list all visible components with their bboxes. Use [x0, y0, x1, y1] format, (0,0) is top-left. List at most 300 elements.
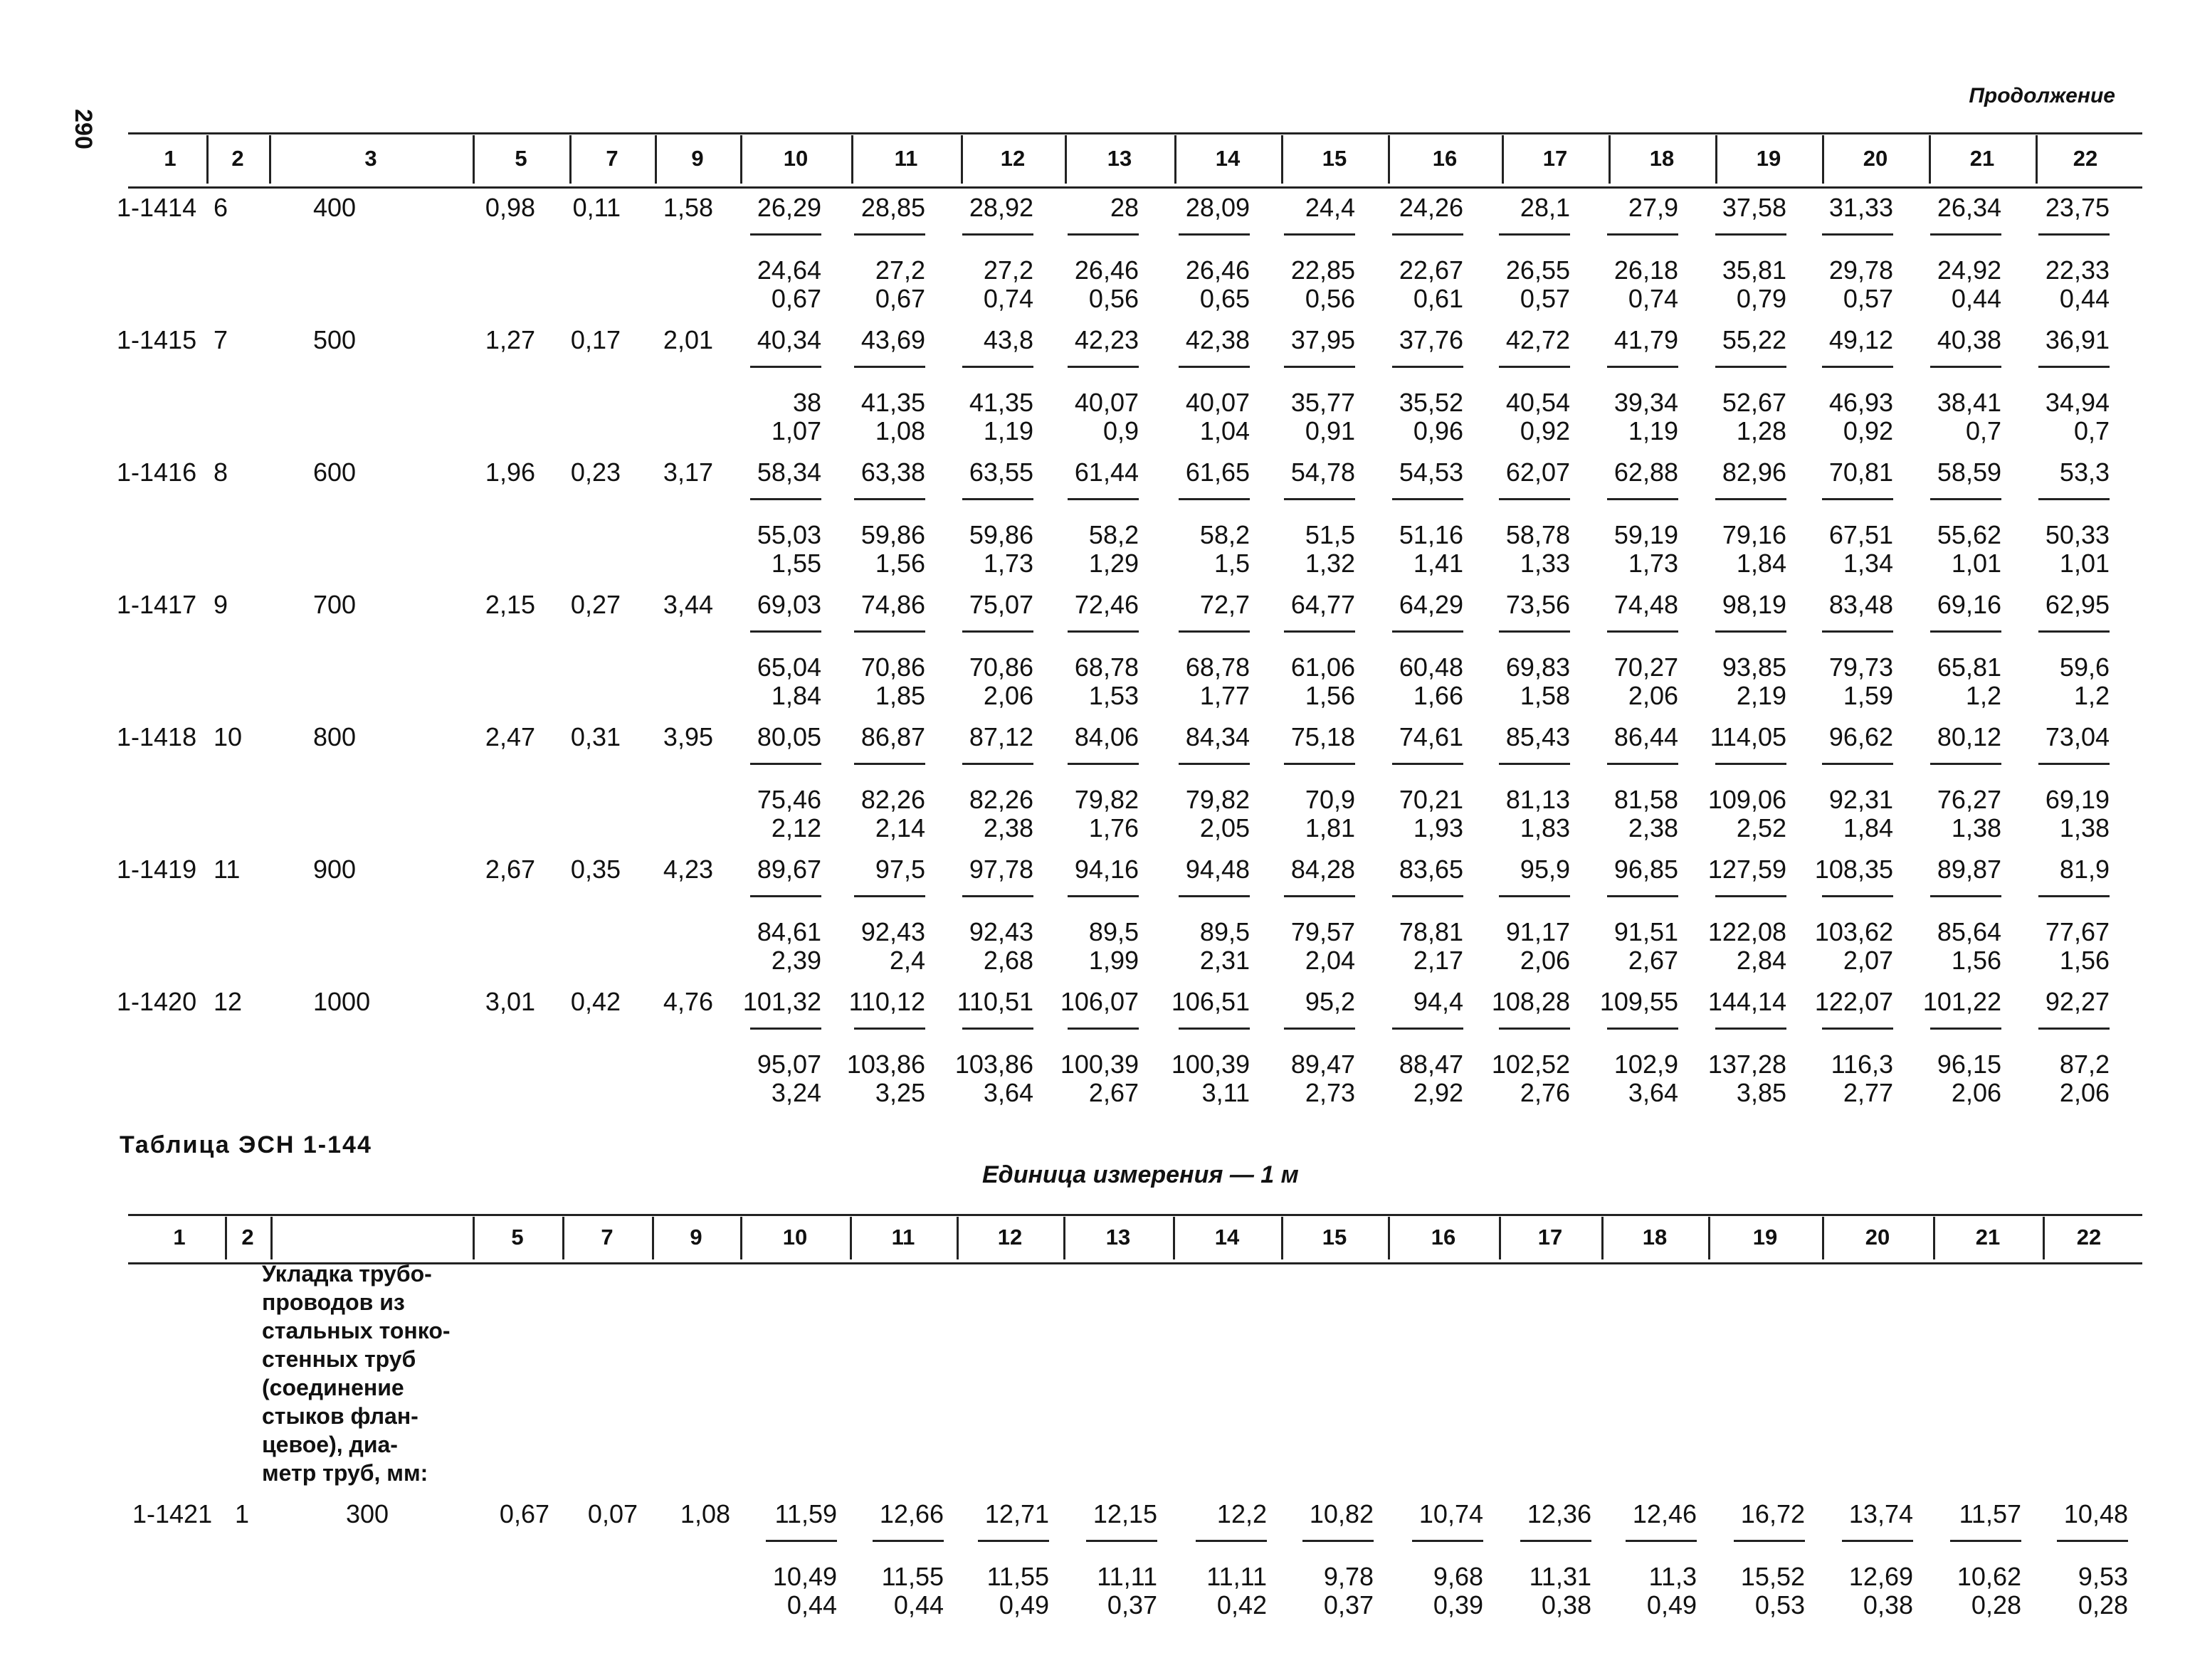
- value-bottom: 2,14: [875, 813, 925, 842]
- value-middle: 46,93: [1828, 388, 1893, 417]
- value-bottom: 2,05: [1199, 813, 1250, 842]
- fraction-rule: [1392, 763, 1463, 765]
- header-cell: 17: [1537, 1225, 1563, 1250]
- value-top: 73,56: [1505, 590, 1570, 619]
- value-bottom: 1,81: [1305, 813, 1355, 842]
- header-cell: 13: [1105, 1225, 1131, 1250]
- fraction-rule: [1392, 498, 1463, 500]
- value-middle: 84,61: [757, 917, 821, 946]
- value-bottom: 1,99: [1088, 946, 1139, 975]
- value-middle: 26,46: [1074, 255, 1139, 285]
- value-bottom: 0,91: [1305, 416, 1355, 445]
- value-bottom: 0,74: [1628, 284, 1678, 313]
- description-line: стальных тонко-: [262, 1318, 451, 1343]
- value-middle: 103,62: [1814, 917, 1893, 946]
- value-middle: 77,67: [2045, 917, 2110, 946]
- value-top: 80,12: [1937, 722, 2001, 751]
- value-middle: 82,26: [860, 785, 925, 814]
- value-top: 85,43: [1505, 722, 1570, 751]
- value-bottom: 2,67: [1628, 946, 1678, 975]
- value-top: 11,57: [1959, 1499, 2021, 1528]
- header-cell: 19: [1756, 146, 1781, 171]
- value-middle: 52,67: [1722, 388, 1786, 417]
- fraction-rule: [1822, 1027, 1893, 1030]
- fraction-rule: [1068, 1027, 1139, 1030]
- row-col5: 1,27: [485, 325, 535, 354]
- value-bottom: 3,85: [1736, 1078, 1786, 1107]
- value-top: 109,55: [1599, 987, 1678, 1016]
- value-middle: 10,62: [1957, 1562, 2021, 1591]
- fraction-rule: [1607, 233, 1678, 236]
- row-number: 6: [214, 193, 228, 222]
- fraction-rule: [766, 1540, 837, 1542]
- value-bottom: 0,92: [1843, 416, 1893, 445]
- fraction-rule: [1499, 366, 1570, 368]
- value-top: 94,4: [1413, 987, 1463, 1016]
- fraction-rule: [1392, 233, 1463, 236]
- fraction-rule: [1179, 233, 1250, 236]
- value-middle: 12,69: [1848, 1562, 1913, 1591]
- value-bottom: 2,06: [1951, 1078, 2001, 1107]
- row-col5: 3,01: [485, 987, 535, 1016]
- header-cell: 1: [173, 1225, 186, 1250]
- value-bottom: 2,07: [1843, 946, 1893, 975]
- fraction-rule: [1715, 630, 1786, 633]
- value-bottom: 0,42: [1216, 1590, 1267, 1620]
- value-bottom: 1,34: [1843, 549, 1893, 578]
- fraction-rule: [1822, 630, 1893, 633]
- header-cell: 15: [1322, 1225, 1347, 1250]
- value-middle: 103,86: [846, 1050, 925, 1079]
- value-middle: 9,53: [2078, 1562, 2128, 1591]
- value-bottom: 0,44: [893, 1590, 944, 1620]
- value-bottom: 0,65: [1199, 284, 1250, 313]
- value-top: 37,95: [1290, 325, 1355, 354]
- value-middle: 92,31: [1828, 785, 1893, 814]
- value-middle: 89,47: [1290, 1050, 1355, 1079]
- fraction-rule: [750, 366, 821, 368]
- value-top: 53,3: [2059, 458, 2110, 487]
- fraction-rule: [1499, 233, 1570, 236]
- value-middle: 109,06: [1707, 785, 1786, 814]
- value-middle: 51,16: [1399, 520, 1463, 549]
- fraction-rule: [1520, 1540, 1591, 1542]
- fraction-rule: [962, 763, 1033, 765]
- row-diameter: 800: [313, 722, 357, 751]
- value-top: 28: [1110, 193, 1139, 222]
- fraction-rule: [1284, 895, 1355, 897]
- fraction-rule: [1068, 498, 1139, 500]
- value-bottom: 2,12: [771, 813, 821, 842]
- row-diameter: 500: [313, 325, 357, 354]
- fraction-rule: [750, 763, 821, 765]
- value-middle: 22,67: [1399, 255, 1463, 285]
- fraction-rule: [1930, 498, 2001, 500]
- fraction-rule: [1302, 1540, 1374, 1542]
- value-top: 40,34: [757, 325, 821, 354]
- value-top: 31,33: [1828, 193, 1893, 222]
- header-cell: 22: [2073, 146, 2098, 171]
- value-middle: 10,49: [772, 1562, 837, 1591]
- value-top: 84,34: [1185, 722, 1250, 751]
- value-middle: 81,58: [1613, 785, 1678, 814]
- header-cell: 1: [164, 146, 177, 171]
- value-top: 89,67: [757, 855, 821, 884]
- row-col9: 4,76: [663, 987, 713, 1016]
- fraction-rule: [1068, 763, 1139, 765]
- row-code: 1-1419: [117, 855, 197, 884]
- value-bottom: 0,38: [1541, 1590, 1591, 1620]
- value-bottom: 3,11: [1201, 1078, 1250, 1107]
- value-top: 12,15: [1092, 1499, 1157, 1528]
- value-middle: 102,52: [1491, 1050, 1570, 1079]
- fraction-rule: [1822, 763, 1893, 765]
- fraction-rule: [962, 1027, 1033, 1030]
- value-top: 13,74: [1848, 1499, 1913, 1528]
- fraction-rule: [2057, 1540, 2128, 1542]
- value-bottom: 1,5: [1213, 549, 1250, 578]
- value-middle: 26,18: [1613, 255, 1678, 285]
- fraction-rule: [1715, 763, 1786, 765]
- row-col5: 2,67: [485, 855, 535, 884]
- value-middle: 11,55: [986, 1562, 1049, 1591]
- value-top: 92,27: [2045, 987, 2110, 1016]
- value-top: 61,44: [1074, 458, 1139, 487]
- fraction-rule: [978, 1540, 1049, 1542]
- value-middle: 65,81: [1937, 653, 2001, 682]
- value-top: 64,77: [1290, 590, 1355, 619]
- value-middle: 11,55: [881, 1562, 944, 1591]
- value-bottom: 1,01: [1951, 549, 2001, 578]
- value-middle: 103,86: [954, 1050, 1033, 1079]
- fraction-rule: [1179, 895, 1250, 897]
- value-top: 62,07: [1505, 458, 1570, 487]
- value-middle: 11,11: [1097, 1562, 1157, 1591]
- value-middle: 50,33: [2045, 520, 2110, 549]
- value-middle: 69,19: [2045, 785, 2110, 814]
- header-cell: 16: [1432, 146, 1458, 171]
- value-top: 42,23: [1074, 325, 1139, 354]
- fraction-rule: [1284, 233, 1355, 236]
- value-top: 61,65: [1185, 458, 1250, 487]
- value-middle: 59,6: [2059, 653, 2110, 682]
- value-middle: 89,5: [1199, 917, 1250, 946]
- fraction-rule: [854, 630, 925, 633]
- value-top: 84,06: [1074, 722, 1139, 751]
- value-middle: 89,5: [1088, 917, 1139, 946]
- value-bottom: 1,84: [1736, 549, 1786, 578]
- fraction-rule: [1086, 1540, 1157, 1542]
- value-middle: 40,54: [1505, 388, 1570, 417]
- value-bottom: 1,28: [1736, 416, 1786, 445]
- value-middle: 58,2: [1088, 520, 1139, 549]
- fraction-rule: [2038, 630, 2110, 633]
- value-top: 96,85: [1613, 855, 1678, 884]
- header-top-rule: [128, 132, 2142, 134]
- row-number: 9: [214, 590, 228, 619]
- value-bottom: 2,73: [1305, 1078, 1355, 1107]
- value-bottom: 1,2: [2073, 681, 2110, 710]
- fraction-rule: [962, 630, 1033, 633]
- value-top: 49,12: [1828, 325, 1893, 354]
- value-top: 82,96: [1722, 458, 1786, 487]
- value-bottom: 3,25: [875, 1078, 925, 1107]
- header-cell: 17: [1542, 146, 1568, 171]
- value-bottom: 2,4: [889, 946, 925, 975]
- row-col9: 2,01: [663, 325, 713, 354]
- value-top: 42,38: [1185, 325, 1250, 354]
- fraction-rule: [1842, 1540, 1913, 1542]
- value-middle: 40,07: [1074, 388, 1139, 417]
- fraction-rule: [1607, 498, 1678, 500]
- value-middle: 38: [792, 388, 821, 417]
- value-top: 63,38: [860, 458, 925, 487]
- value-middle: 59,86: [860, 520, 925, 549]
- row-col9: 3,95: [663, 722, 713, 751]
- value-middle: 78,81: [1399, 917, 1463, 946]
- table2-header: [0, 1208, 2185, 1267]
- row-col5: 1,96: [485, 458, 535, 487]
- value-bottom: 1,53: [1088, 681, 1139, 710]
- value-middle: 70,9: [1305, 785, 1355, 814]
- value-bottom: 2,06: [983, 681, 1033, 710]
- value-bottom: 1,56: [2059, 946, 2110, 975]
- value-bottom: 0,37: [1323, 1590, 1374, 1620]
- value-middle: 51,5: [1305, 520, 1355, 549]
- value-top: 12,71: [984, 1499, 1049, 1528]
- value-middle: 116,3: [1831, 1050, 1893, 1079]
- value-top: 12,66: [879, 1499, 944, 1528]
- value-middle: 95,07: [757, 1050, 821, 1079]
- value-top: 70,81: [1828, 458, 1893, 487]
- value-top: 28,85: [860, 193, 925, 222]
- value-bottom: 1,19: [1628, 416, 1678, 445]
- header-cell: 21: [1975, 1225, 2001, 1250]
- fraction-rule: [1179, 630, 1250, 633]
- fraction-rule: [1607, 366, 1678, 368]
- value-bottom: 2,38: [1628, 813, 1678, 842]
- value-top: 72,7: [1199, 590, 1250, 619]
- fraction-rule: [1715, 498, 1786, 500]
- value-top: 84,28: [1290, 855, 1355, 884]
- value-middle: 93,85: [1722, 653, 1786, 682]
- value-top: 12,46: [1632, 1499, 1697, 1528]
- fraction-rule: [1607, 630, 1678, 633]
- header-cell: 9: [691, 146, 704, 171]
- fraction-rule: [1068, 233, 1139, 236]
- value-middle: 58,78: [1505, 520, 1570, 549]
- value-bottom: 2,17: [1413, 946, 1463, 975]
- value-middle: 34,94: [2045, 388, 2110, 417]
- value-top: 127,59: [1707, 855, 1786, 884]
- header-cell: 2: [241, 1225, 254, 1250]
- value-middle: 96,15: [1937, 1050, 2001, 1079]
- value-top: 94,16: [1074, 855, 1139, 884]
- value-middle: 137,28: [1707, 1050, 1786, 1079]
- row-diameter: 700: [313, 590, 357, 619]
- value-top: 86,87: [860, 722, 925, 751]
- value-bottom: 1,73: [983, 549, 1033, 578]
- fraction-rule: [1068, 630, 1139, 633]
- value-top: 10,82: [1309, 1499, 1374, 1528]
- value-bottom: 0,28: [2078, 1590, 2128, 1620]
- value-middle: 27,2: [875, 255, 925, 285]
- value-bottom: 1,73: [1628, 549, 1678, 578]
- value-middle: 122,08: [1707, 917, 1786, 946]
- value-top: 43,69: [860, 325, 925, 354]
- value-top: 54,53: [1399, 458, 1463, 487]
- fraction-rule: [854, 1027, 925, 1030]
- row-diameter: 1000: [313, 987, 371, 1016]
- fraction-rule: [2038, 366, 2110, 368]
- value-middle: 69,83: [1505, 653, 1570, 682]
- value-bottom: 1,2: [1965, 681, 2001, 710]
- value-middle: 24,64: [757, 255, 821, 285]
- value-middle: 35,52: [1399, 388, 1463, 417]
- header-cell: 12: [1000, 146, 1026, 171]
- value-bottom: 3,64: [1628, 1078, 1678, 1107]
- value-middle: 79,82: [1185, 785, 1250, 814]
- fraction-rule: [1499, 763, 1570, 765]
- value-top: 42,72: [1505, 325, 1570, 354]
- fraction-rule: [1930, 763, 2001, 765]
- row-code: 1-1416: [117, 458, 197, 487]
- row-number: 10: [214, 722, 243, 751]
- fraction-rule: [854, 763, 925, 765]
- description-line: стенных труб: [262, 1346, 416, 1372]
- value-bottom: 2,04: [1305, 946, 1355, 975]
- value-middle: 22,33: [2045, 255, 2110, 285]
- fraction-rule: [1715, 1027, 1786, 1030]
- value-bottom: 0,44: [786, 1590, 837, 1620]
- value-bottom: 0,39: [1433, 1590, 1483, 1620]
- value-bottom: 1,07: [771, 416, 821, 445]
- value-top: 114,05: [1710, 722, 1786, 751]
- value-top: 41,79: [1613, 325, 1678, 354]
- value-top: 73,04: [2045, 722, 2110, 751]
- value-middle: 91,17: [1505, 917, 1570, 946]
- header-cell: 13: [1107, 146, 1132, 171]
- value-middle: 79,82: [1074, 785, 1139, 814]
- value-top: 75,18: [1290, 722, 1355, 751]
- value-middle: 70,27: [1613, 653, 1678, 682]
- fraction-rule: [1734, 1540, 1805, 1542]
- value-top: 106,07: [1060, 987, 1139, 1016]
- value-top: 72,46: [1074, 590, 1139, 619]
- table2-unit: Единица измерения — 1 м: [982, 1161, 1299, 1188]
- value-bottom: 1,76: [1088, 813, 1139, 842]
- value-middle: 35,81: [1722, 255, 1786, 285]
- row-diameter: 600: [313, 458, 357, 487]
- row-col7: 0,27: [570, 590, 621, 619]
- value-bottom: 1,55: [771, 549, 821, 578]
- value-middle: 92,43: [860, 917, 925, 946]
- fraction-rule: [1284, 498, 1355, 500]
- fraction-rule: [750, 630, 821, 633]
- fraction-rule: [1930, 1027, 2001, 1030]
- value-top: 74,48: [1613, 590, 1678, 619]
- header-cell: 11: [891, 1225, 915, 1250]
- description-line: стыков флан-: [262, 1403, 418, 1429]
- row-code: 1-1417: [117, 590, 197, 619]
- value-middle: 76,27: [1937, 785, 2001, 814]
- header-top-rule: [128, 1214, 2142, 1216]
- value-middle: 79,16: [1722, 520, 1786, 549]
- value-middle: 38,41: [1937, 388, 2001, 417]
- fraction-rule: [1715, 233, 1786, 236]
- fraction-rule: [1499, 1027, 1570, 1030]
- value-bottom: 0,79: [1736, 284, 1786, 313]
- value-middle: 70,86: [860, 653, 925, 682]
- value-bottom: 3,64: [983, 1078, 1033, 1107]
- fraction-rule: [962, 366, 1033, 368]
- value-top: 101,22: [1922, 987, 2001, 1016]
- value-bottom: 3,24: [771, 1078, 821, 1107]
- value-bottom: 2,52: [1736, 813, 1786, 842]
- value-bottom: 1,77: [1199, 681, 1250, 710]
- value-middle: 59,86: [969, 520, 1033, 549]
- header-cell: 14: [1214, 1225, 1240, 1250]
- value-middle: 91,51: [1613, 917, 1678, 946]
- row-col5: 2,47: [485, 722, 535, 751]
- value-bottom: 1,59: [1843, 681, 1893, 710]
- value-top: 97,78: [969, 855, 1033, 884]
- row-code: 1-1418: [117, 722, 197, 751]
- value-bottom: 2,76: [1520, 1078, 1570, 1107]
- value-bottom: 1,84: [771, 681, 821, 710]
- value-middle: 24,92: [1937, 255, 2001, 285]
- value-bottom: 0,92: [1520, 416, 1570, 445]
- value-bottom: 1,08: [875, 416, 925, 445]
- fraction-rule: [1822, 895, 1893, 897]
- value-middle: 9,78: [1323, 1562, 1374, 1591]
- header-cell: 7: [601, 1225, 614, 1250]
- value-top: 69,03: [757, 590, 821, 619]
- value-top: 64,29: [1399, 590, 1463, 619]
- header-cell: 18: [1642, 1225, 1668, 1250]
- value-top: 16,72: [1740, 1499, 1805, 1528]
- value-top: 36,91: [2045, 325, 2110, 354]
- fraction-rule: [1715, 895, 1786, 897]
- header-cell: 18: [1649, 146, 1675, 171]
- value-middle: 70,86: [969, 653, 1033, 682]
- fraction-rule: [1930, 366, 2001, 368]
- value-top: 43,8: [983, 325, 1033, 354]
- value-top: 28,92: [969, 193, 1033, 222]
- value-middle: 26,46: [1185, 255, 1250, 285]
- value-top: 122,07: [1814, 987, 1893, 1016]
- value-bottom: 1,04: [1199, 416, 1250, 445]
- value-top: 28,1: [1520, 193, 1570, 222]
- value-top: 144,14: [1707, 987, 1786, 1016]
- header-cell: 19: [1752, 1225, 1778, 1250]
- value-top: 74,61: [1399, 722, 1463, 751]
- description-line: (соединение: [262, 1375, 404, 1400]
- row-number: 12: [214, 987, 243, 1016]
- row-code: 1-1420: [117, 987, 197, 1016]
- value-middle: 55,62: [1937, 520, 2001, 549]
- header-cell: 7: [606, 146, 618, 171]
- value-top: 83,48: [1828, 590, 1893, 619]
- fraction-rule: [2038, 498, 2110, 500]
- header-cell: 5: [511, 1225, 524, 1250]
- row-col9: 3,44: [663, 590, 713, 619]
- value-middle: 100,39: [1171, 1050, 1250, 1079]
- value-bottom: 0,53: [1754, 1590, 1805, 1620]
- row-col5: 0,98: [485, 193, 535, 222]
- value-middle: 85,64: [1937, 917, 2001, 946]
- value-bottom: 0,49: [1646, 1590, 1697, 1620]
